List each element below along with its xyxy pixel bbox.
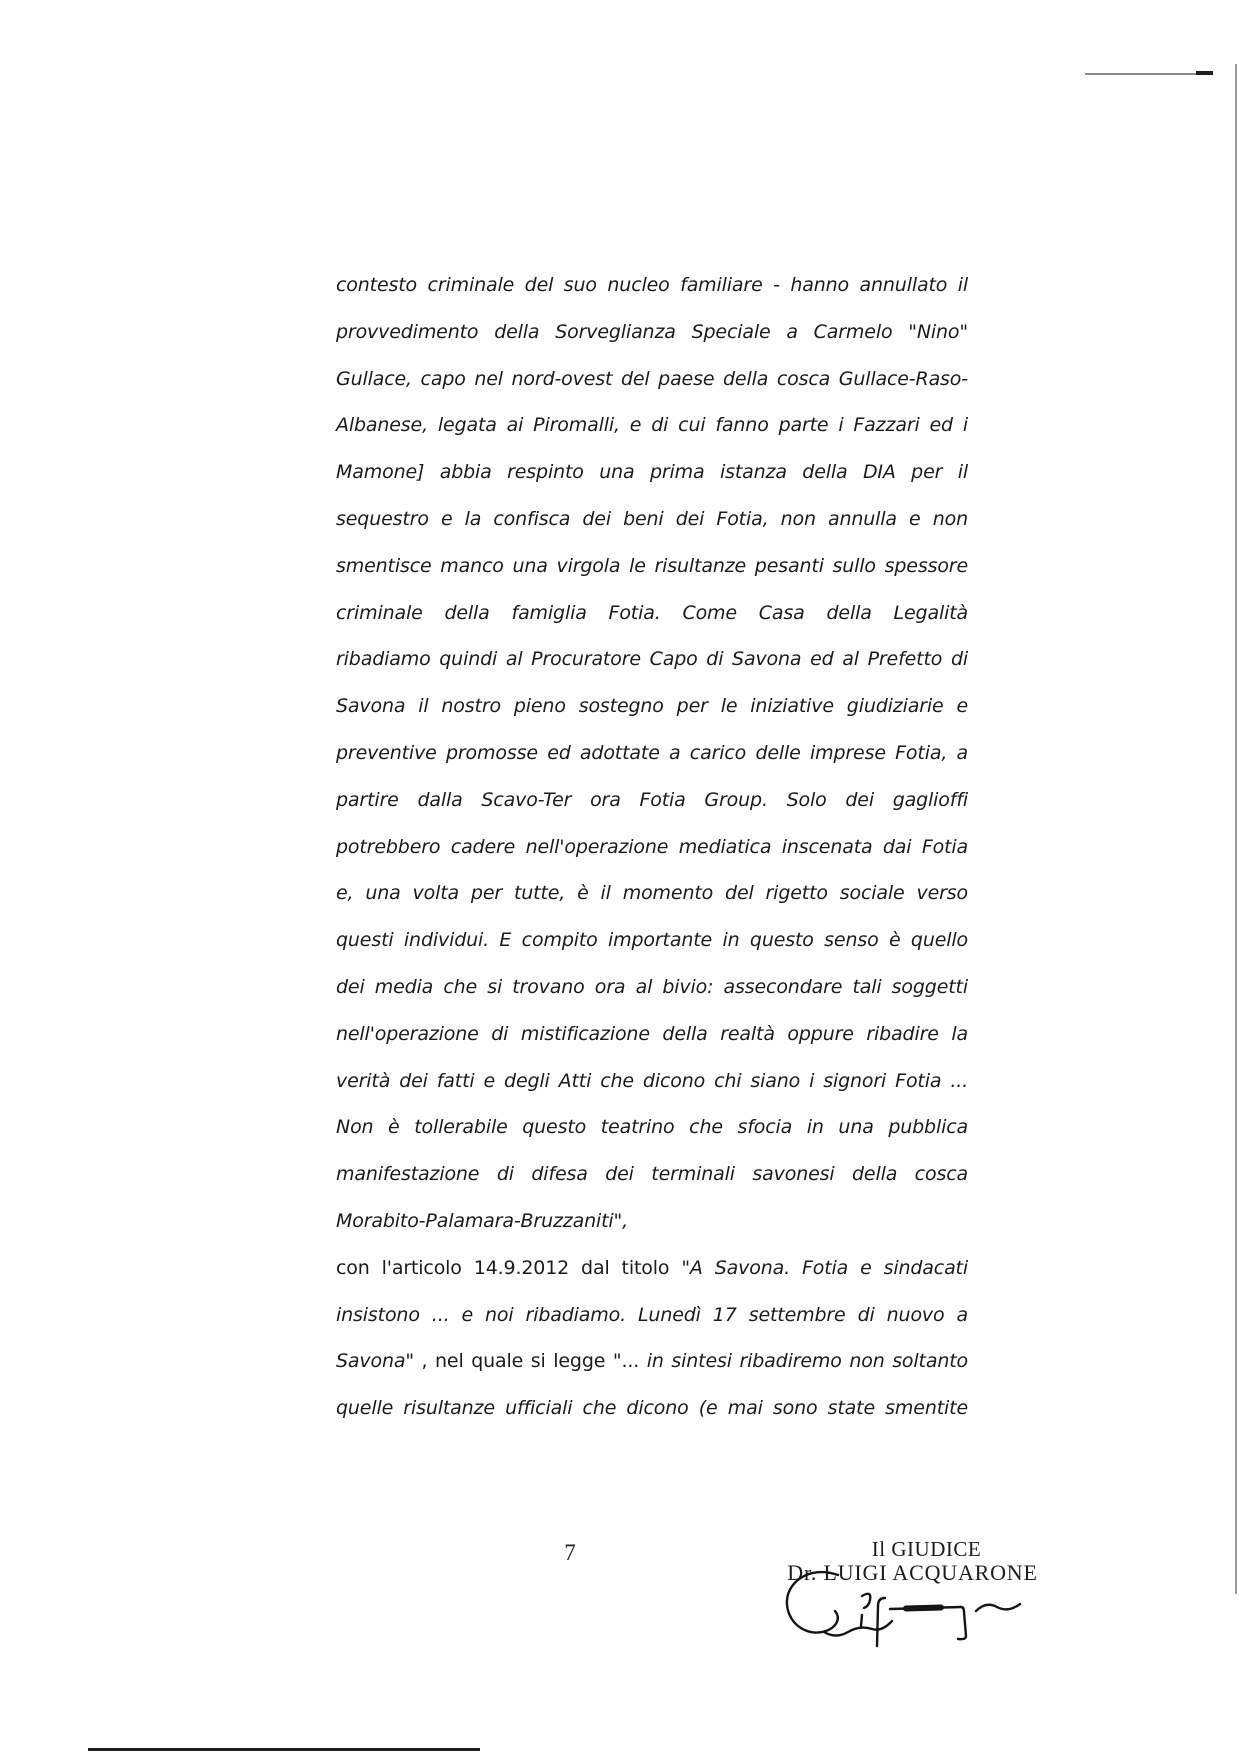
text-segment: questi individui. E compito importante in questo senso è quello <box>336 929 968 952</box>
text-segment: partire dalla Scavo-Ter ora Fotia Group. Solo dei gaglioffi <box>336 788 968 811</box>
scan-artifact-top-right-mark <box>1196 71 1213 75</box>
text-segment: preventive promosse ed adottate a carico delle imprese Fotia, a <box>336 741 968 764</box>
text-line <box>336 1245 968 1292</box>
text-line <box>336 824 968 871</box>
text-line <box>336 402 968 449</box>
text-segment: provvedimento della Sorveglianza Speciale a Carmelo "Nino" <box>336 320 968 343</box>
text-segment: Morabito-Palamara-Bruzzaniti", <box>336 1209 629 1232</box>
scan-artifact-bottom-line <box>88 1748 480 1751</box>
text-line <box>336 1104 968 1151</box>
text-segment: potrebbero cadere nell'operazione mediatica inscenata dai Fotia <box>336 835 968 858</box>
text-line <box>336 262 968 309</box>
text-line <box>336 1385 968 1432</box>
text-line <box>336 730 968 777</box>
text-line <box>336 590 968 637</box>
text-line <box>336 917 968 964</box>
text-segment: manifestazione di difesa dei terminali savonesi della cosca <box>336 1163 968 1186</box>
text-segment: dei media che si trovano ora al bivio: assecondare tali soggetti <box>336 975 968 998</box>
text-segment: Gullace, capo nel nord-ovest del paese della cosca Gullace-Raso- <box>336 367 968 390</box>
text-segment: insistono ... e noi ribadiamo. Lunedì 17 settembre di nuovo a <box>336 1303 968 1326</box>
scan-artifact-right-edge-line <box>1235 64 1237 1594</box>
text-segment: Non è tollerabile questo teatrino che sfocia in una pubblica <box>336 1116 968 1139</box>
text-segment: contesto criminale del suo nucleo familiare - hanno annullato il <box>336 274 968 296</box>
text-segment: criminale della famiglia Fotia. Come Casa della Legalità <box>336 601 968 624</box>
text-line <box>336 1151 968 1198</box>
text-line <box>336 496 968 543</box>
text-segment: Savona il nostro pieno sostegno per le iniziative giudiziarie e <box>336 695 968 718</box>
page-number: 7 <box>564 1540 576 1565</box>
text-line <box>336 1198 968 1245</box>
text-segment: smentisce manco una virgola le risultanze pesanti sullo spessore <box>336 554 968 577</box>
text-segment: nell'operazione di mistificazione della realtà oppure ribadire la <box>336 1022 968 1045</box>
text-segment: con l'articolo 14.9.2012 dal titolo <box>336 1256 682 1279</box>
text-line <box>336 683 968 730</box>
text-segment: in sintesi ribadiremo non soltanto <box>646 1350 968 1373</box>
text-segment: Mamone] abbia respinto una prima istanza della DIA per il <box>336 461 968 484</box>
document-body-text <box>336 262 968 1432</box>
text-segment: verità dei fatti e degli Atti che dicono chi siano i signori Fotia ... <box>336 1069 968 1092</box>
text-line <box>336 309 968 356</box>
text-line <box>336 1292 968 1339</box>
text-line <box>336 1011 968 1058</box>
text-line <box>336 356 968 403</box>
text-segment: ribadiamo quindi al Procuratore Capo di Savona ed al Prefetto di <box>336 648 968 671</box>
signer-name: Dr. LUIGI ACQUARONE <box>787 1560 1038 1585</box>
text-line <box>336 1058 968 1105</box>
text-line <box>336 449 968 496</box>
text-segment: quelle risultanze ufficiali che dicono (e mai sono state smentite <box>336 1397 968 1420</box>
text-line <box>336 777 968 824</box>
scan-artifact-top-right-line <box>1085 73 1197 75</box>
text-line <box>336 1338 968 1385</box>
text-segment: "A Savona. Fotia e sindacati <box>681 1256 968 1279</box>
text-line <box>336 870 968 917</box>
text-segment: Savona" <box>336 1350 414 1373</box>
text-segment: Albanese, legata ai Piromalli, e di cui fanno parte i Fazzari ed i <box>336 414 968 437</box>
handwritten-signature-icon <box>778 1562 1070 1662</box>
text-segment: , nel quale si legge "... <box>413 1350 647 1373</box>
text-line <box>336 636 968 683</box>
signer-role: Il GIUDICE <box>871 1537 982 1561</box>
text-line <box>336 543 968 590</box>
text-line <box>336 964 968 1011</box>
text-segment: e, una volta per tutte, è il momento del rigetto sociale verso <box>336 882 968 905</box>
text-segment: sequestro e la confisca dei beni dei Fotia, non annulla e non <box>336 507 968 530</box>
